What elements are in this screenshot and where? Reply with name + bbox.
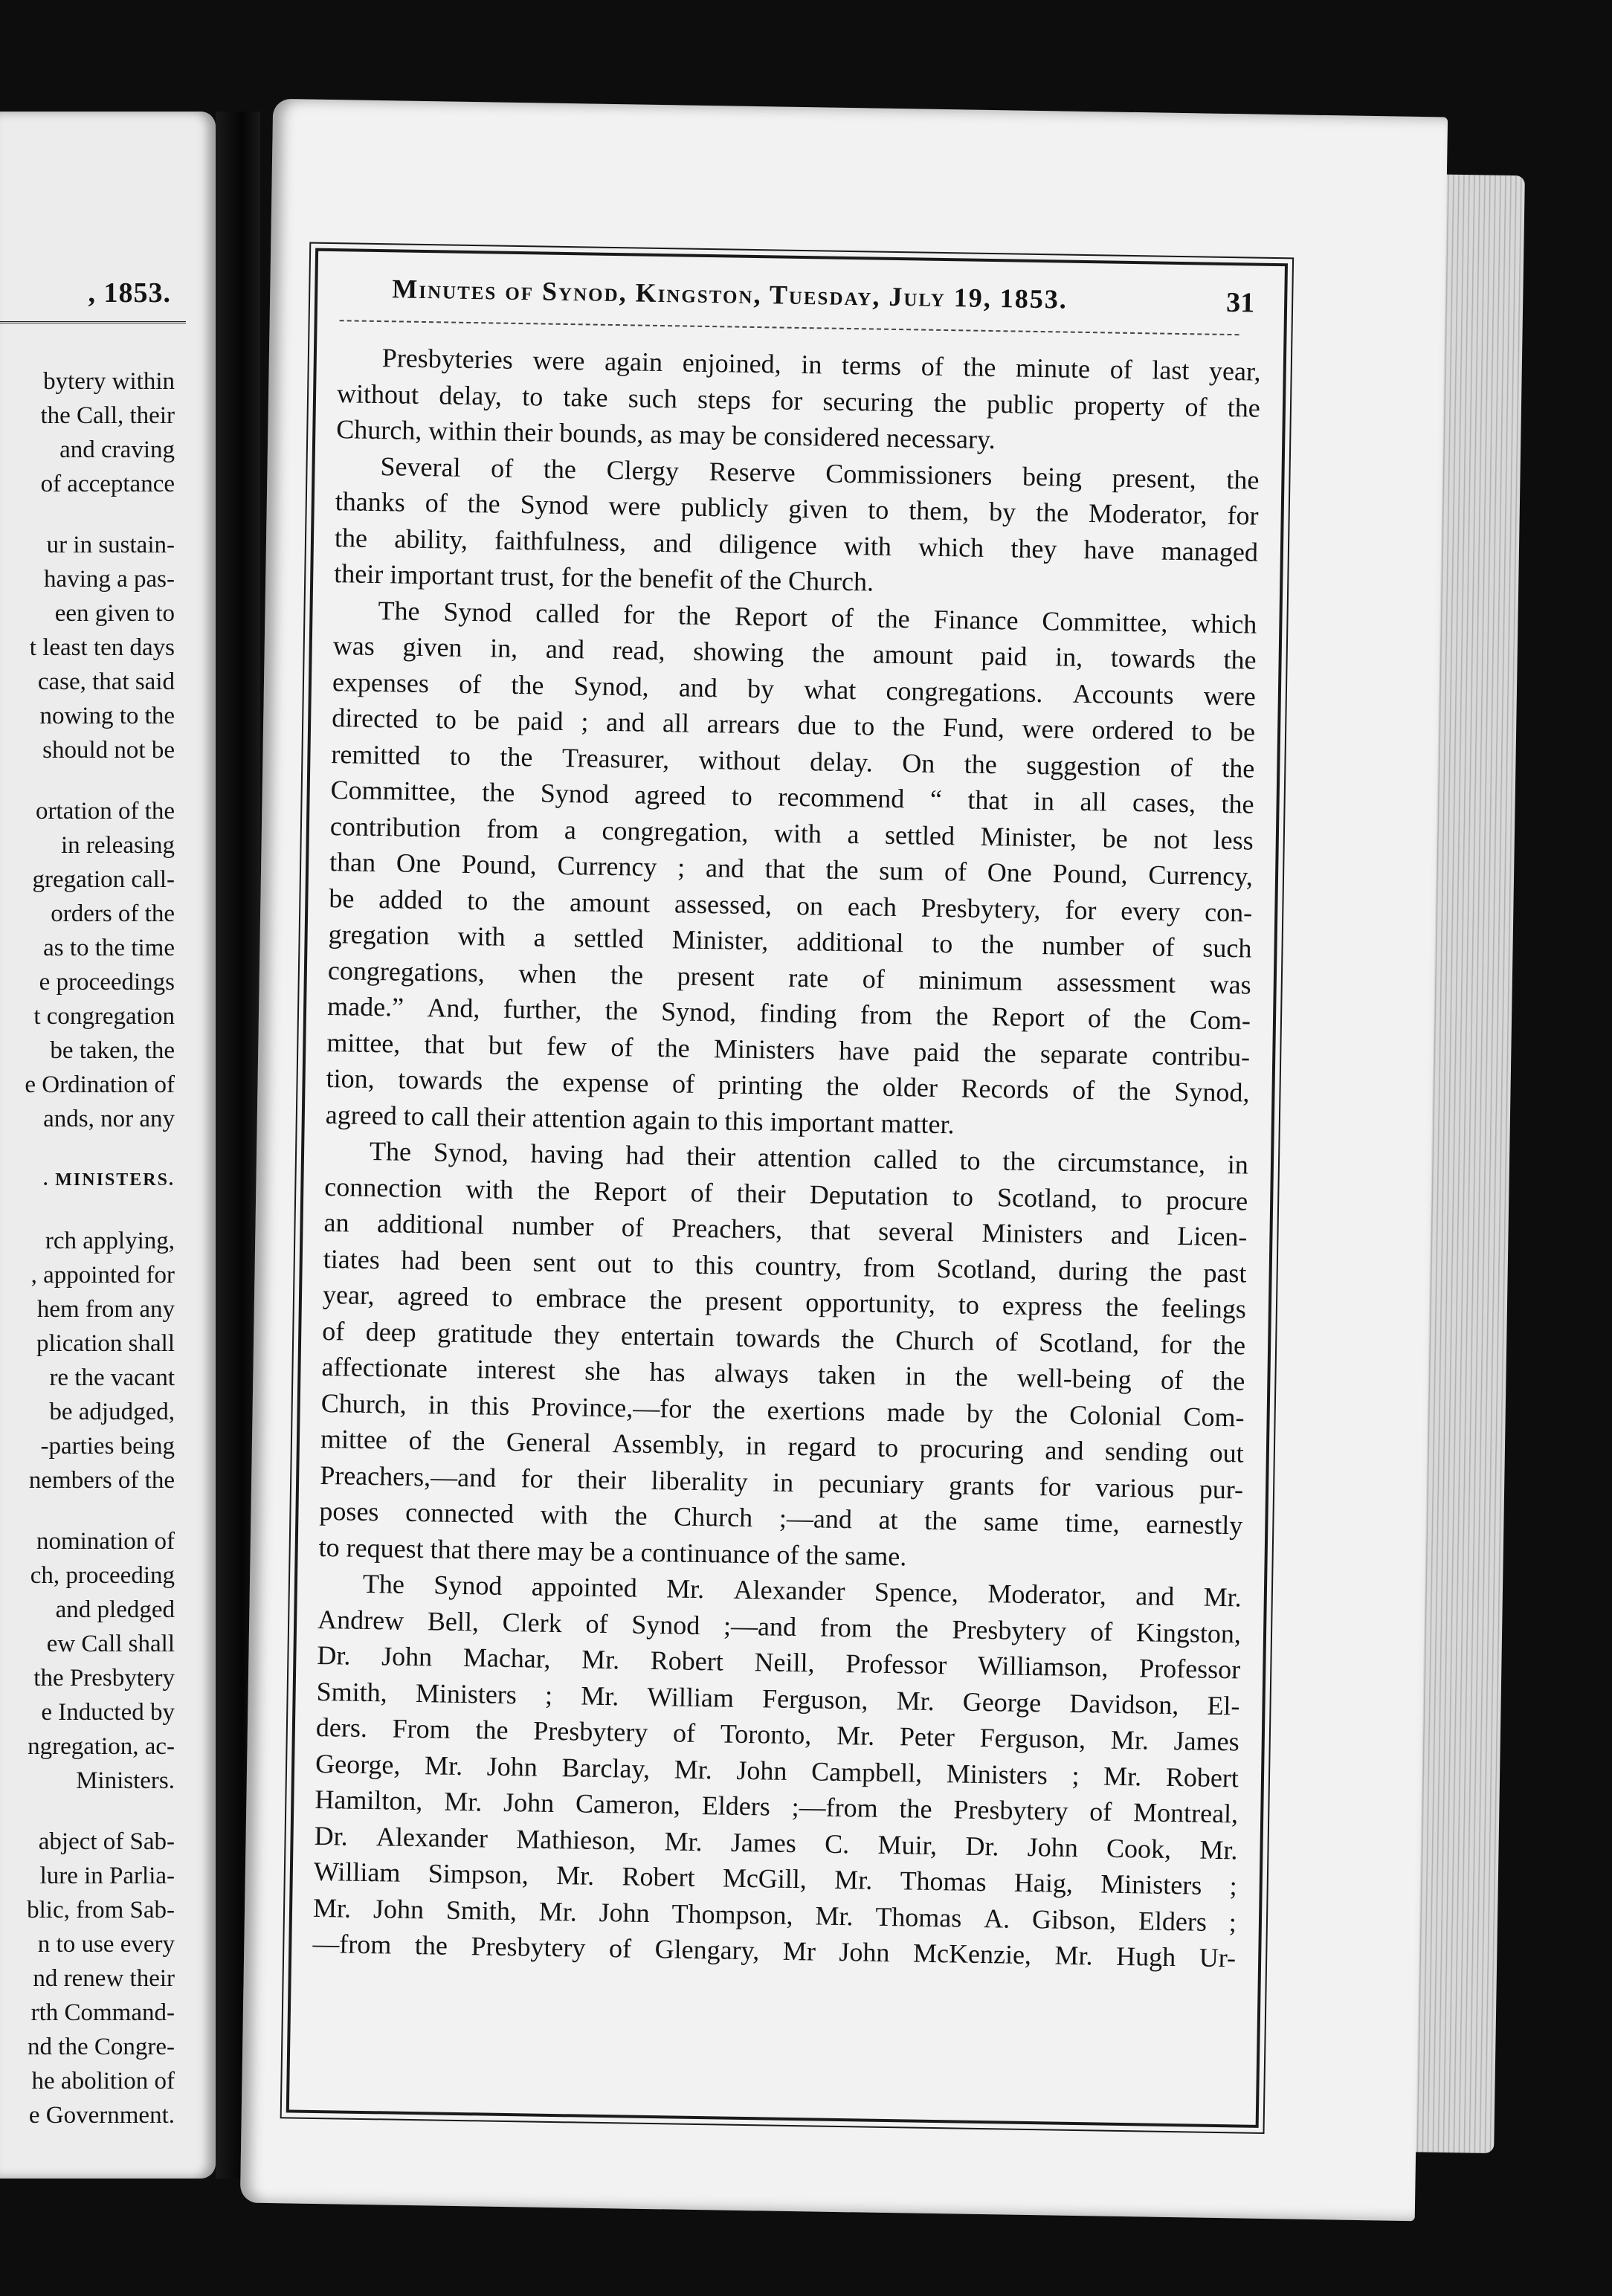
left-page-line: should not be [42, 737, 175, 764]
text-line: than One Pound, Currency ; and that the sum of One Pound, Currency, [329, 847, 1254, 891]
text-frame [286, 248, 1288, 2128]
text-line: year, agreed to embrace the present opportunity, to express the feelings [322, 1280, 1247, 1324]
left-page-gap [0, 767, 175, 794]
left-page-line: he abolition of [31, 2068, 175, 2095]
left-page-line: gregation call- [32, 866, 175, 893]
left-page-gap [0, 1497, 175, 1524]
left-page-line: Ministers. [76, 1767, 175, 1794]
text-line: of deep gratitude they entertain towards the Church of Scotland, for the [321, 1315, 1246, 1361]
text-line: The Synod appointed Mr. Alexander Spence, Moderator, and Mr. [362, 1568, 1242, 1613]
left-page-line: n to use every [37, 1931, 175, 1958]
left-page-line: e proceedings [39, 969, 175, 996]
left-page-line: ngregation, ac- [28, 1733, 175, 1760]
text-line: affectionate interest she has always taken in the well-being of the [321, 1352, 1245, 1396]
left-page-line: nomination of [36, 1528, 175, 1555]
left-page-line: ortation of the [36, 798, 175, 825]
text-line: tion, towards the expense of printing the older Records of the Synod, [326, 1063, 1250, 1108]
left-page-line: having a pas- [44, 566, 175, 593]
left-page-line: nd renew their [33, 1965, 175, 1992]
left-page-line: -parties being [40, 1433, 175, 1460]
left-page-line: hem from any [36, 1296, 175, 1323]
left-page-line: e Ordination of [25, 1071, 175, 1098]
text-line: Mr. John Smith, Mr. John Thompson, Mr. Thomas A. Gibson, Elders ; [312, 1892, 1237, 1937]
text-line: Smith, Ministers ; Mr. William Ferguson, Mr. George Davidson, El- [316, 1676, 1240, 1721]
text-line: Presbyteries were again enjoined, in terms of the minute of last year, [381, 343, 1261, 387]
text-line: Church, in this Province,—for the exertions made by the Colonial Com- [320, 1387, 1245, 1432]
left-page-line: blic, from Sab- [27, 1897, 175, 1923]
text-line: agreed to call their attention again to this important matter. [325, 1099, 955, 1139]
left-page-line: ew Call shall [46, 1631, 175, 1657]
right-page [240, 99, 1448, 2221]
text-line: Hamilton, Mr. John Cameron, Elders ;—from the Presbytery of Montreal, [315, 1784, 1239, 1829]
text-line: without delay, to take such steps for securing the public property of the [336, 378, 1261, 423]
left-page-line: in releasing [60, 832, 175, 859]
text-line: The Synod called for the Report of the Finance Committee, which [378, 595, 1257, 639]
left-page-text-column [0, 364, 175, 2132]
text-line: directed to be paid ; and all arrears due to the Fund, were ordered to be [331, 703, 1256, 747]
text-line: remitted to the Treasurer, without delay. On the suggestion of the [331, 738, 1255, 784]
text-line: ders. From the Presbytery of Toronto, Mr. Peter Ferguson, Mr. James [315, 1712, 1239, 1757]
left-page-line: lure in Parlia- [39, 1863, 175, 1889]
left-page-line: rch applying, [45, 1228, 175, 1254]
text-line: expenses of the Synod, and by what congregations. Accounts were [332, 666, 1257, 712]
text-line: an additional number of Preachers, that several Ministers and Licen- [323, 1207, 1248, 1252]
text-line: Several of the Clergy Reserve Commissioners being present, the [380, 451, 1260, 495]
text-line: to request that there may be a continuance of the same. [318, 1532, 907, 1571]
left-page-header-rule [0, 321, 186, 323]
left-page-line: orders of the [51, 900, 175, 927]
text-line: Dr. John Machar, Mr. Robert Neill, Professor Williamson, Professor [317, 1639, 1241, 1685]
text-line: Andrew Bell, Clerk of Synod ;—and from the Presbytery of Kingston, [317, 1604, 1242, 1648]
text-line: was given in, and read, showing the amount paid in, towards the [332, 631, 1257, 675]
text-line: connection with the Report of their Deputation to Scotland, to procure [324, 1171, 1248, 1216]
left-page-line: rth Command- [30, 1999, 175, 2026]
text-line: mittee, that but few of the Ministers have paid the separate contribu- [326, 1027, 1251, 1072]
text-line: —from the Presbytery of Glengary, Mr John McKenzie, Mr. Hugh Ur- [312, 1928, 1237, 1973]
text-line: Church, within their bounds, as may be considered necessary. [336, 414, 996, 455]
text-line: The Synod, having had their attention called to the circumstance, in [369, 1135, 1249, 1180]
left-page-line: case, that said [37, 668, 175, 695]
left-page-gap [0, 501, 175, 528]
left-page-line: the Presbytery [33, 1665, 175, 1692]
text-line: gregation with a settled Minister, additional to the number of such [328, 919, 1252, 964]
left-page-gap [0, 1798, 175, 1825]
body-text [312, 339, 1261, 1976]
text-line: Committee, the Synod agreed to recommend “ that in all cases, the [330, 775, 1254, 819]
left-page-line: be taken, the [50, 1037, 175, 1064]
left-page-line: be adjudged, [49, 1399, 175, 1425]
text-line: George, Mr. John Barclay, Mr. John Campbell, Ministers ; Mr. Robert [315, 1748, 1239, 1793]
text-line: tiates had been sent out to this country, from Scotland, during the past [323, 1243, 1247, 1289]
left-page-line: the Call, their [40, 402, 175, 429]
left-page-line: bytery within [43, 368, 175, 395]
text-line: congregations, when the present rate of minimum assessment was [327, 955, 1252, 1000]
text-line: made.” And, further, the Synod, finding from the Report of the Com- [326, 991, 1251, 1036]
left-page-line: nd the Congre- [28, 2034, 175, 2060]
text-line: be added to the amount assessed, on each Presbytery, for every con- [329, 883, 1253, 928]
left-page-line: abject of Sab- [38, 1828, 175, 1855]
running-head-title: Minutes of Synod, Kingston, Tuesday, July 19, 1853. [392, 274, 1068, 315]
left-page-line: . MINISTERS. [43, 1170, 175, 1190]
left-page-line: nembers of the [28, 1467, 175, 1494]
left-facing-page [0, 112, 216, 2179]
left-page-line: re the vacant [49, 1364, 175, 1391]
text-line: William Simpson, Mr. Robert McGill, Mr. Thomas Haig, Ministers ; [313, 1856, 1238, 1901]
left-page-line: e Government. [28, 2102, 175, 2129]
text-line: thanks of the Synod were publicly given to them, by the Moderator, for [335, 486, 1259, 531]
left-page-line: ch, proceeding [30, 1562, 175, 1589]
left-page-line: een given to [54, 600, 175, 627]
left-page-line: ands, nor any [43, 1106, 175, 1132]
text-line: contribution from a congregation, with a settled Minister, be not less [329, 810, 1254, 856]
left-page-line: ur in sustain- [46, 532, 175, 558]
text-line: their important trust, for the benefit of the Church. [333, 558, 874, 597]
text-line: Preachers,—and for their liberality in pecuniary grants for various pur- [319, 1460, 1244, 1504]
left-page-line: and pledged [55, 1596, 175, 1623]
text-line: the ability, faithfulness, and diligence with which they have managed [334, 522, 1259, 567]
left-page-running-head: , 1853. [88, 277, 171, 309]
text-line: mittee of the General Assembly, in regard to procuring and sending out [320, 1423, 1245, 1468]
left-page-line: and craving [59, 436, 175, 463]
left-page-line: t congregation [33, 1003, 175, 1030]
left-page-line: plication shall [36, 1330, 175, 1357]
page-number: 31 [1225, 286, 1255, 319]
left-page-line: , appointed for [30, 1262, 175, 1289]
left-page-line: t least ten days [29, 634, 175, 661]
left-page-gap [0, 1197, 175, 1224]
left-page-gap [0, 1136, 175, 1163]
text-line: Dr. Alexander Mathieson, Mr. James C. Muir, Dr. John Cook, Mr. [314, 1820, 1238, 1865]
left-page-line: of acceptance [40, 471, 175, 497]
left-page-line: e Inducted by [41, 1699, 175, 1726]
left-page-line: as to the time [43, 935, 175, 961]
text-line: poses connected with the Church ;—and at the same time, earnestly [319, 1495, 1243, 1541]
left-page-line: nowing to the [39, 703, 175, 729]
